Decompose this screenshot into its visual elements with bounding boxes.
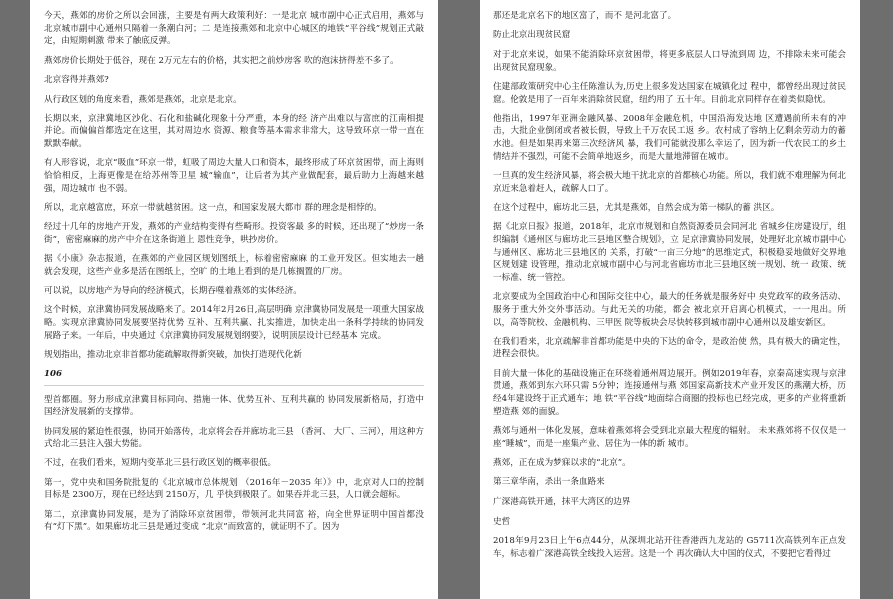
paragraph: 在这个过程中，廊坊北三县，尤其是燕郊，自然会成为第一梯队的蓄 洪区。 <box>493 202 780 213</box>
paragraph: 所以，北京越富庶，环京一带就越贫困。这一点，和国家发展大都市 群的理念是相悖的。 <box>44 202 382 213</box>
page-number: 106 <box>44 368 62 379</box>
paragraph: 对于北京来说，如果不能消除环京贫困带，将更多底层人口导流到周 边，不排除未来可能会出现贫民窟现象。 <box>493 49 846 73</box>
chapter-heading: 第三章华南，杀出一条血路来 <box>493 477 605 488</box>
paragraph: 目前大量一体化的基础设施正在环绕着通州周边展开。例如2019年春，京秦高速实现与京津贯通，燕郊到东六环只需 5分钟；连接通州与燕 郊国家高新技术产业开发区的燕潮大桥，历经4年建设终于正式通车；地 铁“平谷线”地面综合商圈的投标也已经完成，更多的产业将重新塑造燕 郊的面貌。 <box>493 368 846 417</box>
paragraph: 北京要成为全国政治中心和国际交往中心，最大的任务就是服务好中 央党政军的政务活动、服务于重大外交外事活动。与此无关的功能，都会 被北京开启离心机模式，一一甩出。所以，高等院校、金融机构、三甲医 院等板块会尽快转移到城市副中心通州以及雄安新区。 <box>493 292 846 328</box>
paragraph: 在我们看来，北京疏解非首都功能是中央的下达的命令，是政治使 然，具有极大的确定性，进程会很快。 <box>493 336 846 360</box>
paragraph: 2018年9月23日上午6点44分，从深圳北站开往香港西九龙站的 G5711次高铁列车正点发车，标志着广深港高铁全线投入运营。这是一个 再次确认大中国的仪式，不要把它看得过 <box>493 536 846 559</box>
paragraph: 第一，党中央和国务院批复的《北京城市总体规划 （2016年－2035 年）》中，北京对人口的控制目标是 2300万，现在已经达到 2150万，几 乎快到极限了。如果吞并北三县，人口就会超标。 <box>44 477 424 501</box>
paragraph: 不过，在我们看来，短期内变革北三县行政区划的概率很低。 <box>44 458 277 469</box>
paragraph: 协同发展的紧迫性很强，协同开始落传，北京将会吞并廊坊北三县 （香河、 大厂、三河），用这种方式给北三县注入强大势能。 <box>44 426 424 450</box>
author-name: 史哲 <box>493 516 511 527</box>
paragraph: 一旦真的发生经济风暴，将会极大地干扰北京的首都核心功能。所以，我们就不难理解为何北京近来急着赶人，疏解人口了。 <box>493 171 846 194</box>
paragraph: 长期以来，京津冀地区沙化、石化和盐碱化现象十分严重，本身的经 济产出难以与富庶的江南相提并论。而偏偏首都选定在这里，其对周边水 资源、粮食等基本需求非常大，这导致环京一带一直在默默奉献。 <box>44 113 424 150</box>
paragraph: 有人形容说，北京“吸血”环京一带，虹吸了周边大量人口和资本，最终形成了环京贫困带，而上海则恰恰相反，上海更像是在给苏州等卫星 城“输血”，让后者为其产业做配套，最后助力上海越来越强，周边城市 也不弱。 <box>44 158 424 194</box>
paragraph: 燕郊房价长期处于低谷，现在 2万元左右的价格，其实把之前炒房客 吹的泡沫挤得差不多了。 <box>44 55 399 66</box>
right-page <box>480 0 860 599</box>
paragraph: 这个时候，京津冀协同发展战略来了。2014年2月26日,高层明确 京津冀协同发展是一项重大国家战略。实现京津冀协同发展要坚持优势 互补、互利共赢、扎实推进，加快走出一条科学持续的协同发展路子来。一年后，中央通过《京津冀协同发展规划纲要》，说明顶层设计已经基本 完成。 <box>44 305 424 341</box>
paragraph: 经过十几年的房地产开发，燕郊的产业结构变得有些畸形。投资客最 多的时候，还出现了“炒房一条街”，密密麻麻的房产中介在这条街道上 恩性竞争，哄抄房价。 <box>44 222 424 245</box>
paragraph: 第二，京津冀协同发展，是为了消除环京贫困带，带领河北共同富 裕，向全世界证明中国首都没有“灯下黑”。如果廊坊北三县是通过变成 “北京”而致富的，就证明不了。因为 <box>44 509 424 533</box>
paragraph: 住建部政策研究中心主任陈淮认为,历史上很多发达国家在城镇化过 程中，都曾经出现过贫民窟。伦敦是用了一百年来消除贫民窟，纽约用了 五十年。目前北京同样存在着类似隐忧。 <box>493 81 846 105</box>
paragraph: 可以说，以房地产为导向的经济模式，长期吞噬着燕郊的实体经济。 <box>44 285 302 296</box>
paragraph: 今天，燕郊的房价之所以会回涨，主要是有两大政策利好：一是北京 城市副中心正式启用，燕郊与北京城市副中心通州只隔着一条潮白河；二 是连接燕郊和北京中心城区的地铁“平谷线”规划正式敲定，由短期刺激 带来了触底反弹。 <box>44 11 424 47</box>
paragraph: 燕郊与通州一体化发展，意味着燕郊将会受到北京最大程度的辐射。 未来燕郊将不仅仅是一座“睡城”，而是一座集产业、居住为一体的新 城市。 <box>493 425 846 449</box>
paragraph: 那还是北京名下的地区富了，而不 是河北富了。 <box>493 11 677 21</box>
paragraph: 型首都圈。努力形成京津冀目标同向、措施一体、优势互补、互利共赢的 协同发展新格局，打造中国经济发展新的支撑带。 <box>44 394 424 418</box>
paragraph: 据《小康》杂志报道，在燕郊的产业园区规划图纸上，标着密密麻麻 的工业开发区。但实地去一趟就会发现，这些产业多是活在图纸上，空旷 的土地上看到的是几栋搁置的厂房。 <box>44 254 424 277</box>
paragraph: 他指出，1997年亚洲金融风暴、2008年金融危机，中国沿海发达地 区遭遇前所未有的冲击，大批企业倒闭或者被长假，导致上千万农民工返 乡。农村成了容纳上亿剩余劳动力的蓄水池。但是如果再来第三次经济风 暴，我们可能就没那么幸运了，因为新一代农民工的乡土情结并不强烈，可能不会简单地返乡，而是大量地滞留在城市。 <box>493 113 846 162</box>
page-divider <box>44 385 424 386</box>
left-page <box>30 0 438 599</box>
article-title: 广深港高铁开通，抹平大湾区的边界 <box>493 496 631 507</box>
paragraph: 燕郊，正在成为梦寐以求的“北京”。 <box>493 457 631 468</box>
section-heading: 防止北京出现贫民窟 <box>493 30 571 41</box>
paragraph: 从行政区划的角度来看，燕郊是燕郊，北京是北京。 <box>44 94 242 105</box>
section-heading: 北京容得并燕郊? <box>44 74 109 85</box>
paragraph: 规划指出，推动北京非首都功能疏解取得新突破，加快打造现代化新 <box>44 349 302 360</box>
paragraph: 据《北京日报》报道，2018年，北京市规划和自然资源委员会同河北 省城乡住房建设厅，组织编制《通州区与廊坊北三县地区整合规划》，立 足京津冀协同发展，处理好北京城市副中心与通州区、廊坊北三县地区的 关系，打破“一亩三分地”的思维定式，积极稳妥地做好交界地区规划建 设管理，推动北京城市副中心与河北省廊坊市北三县地区统一规划、统一 政策、统一标准、统一管控。 <box>493 222 846 283</box>
